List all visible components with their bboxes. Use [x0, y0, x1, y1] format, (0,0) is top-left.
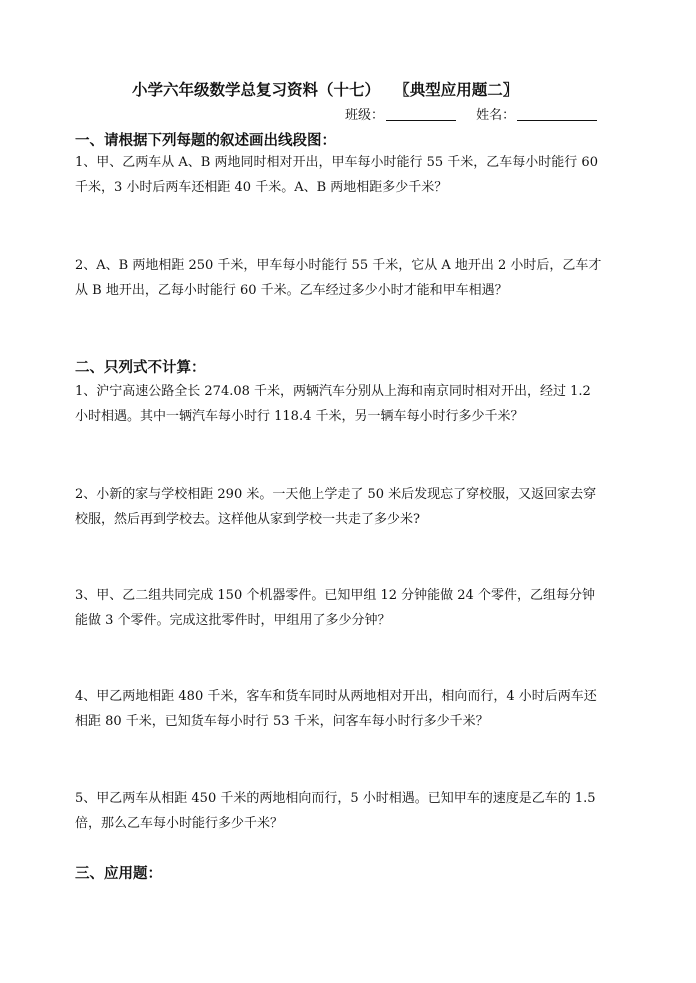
problem-line: 能做 3 个零件。完成这批零件时，甲组用了多少分钟？: [75, 613, 391, 628]
problem-line: 校服，然后再到学校去。这样他从家到学校一共走了多少米?: [75, 512, 420, 527]
problem-line: 倍，那么乙车每小时能行多少千米？: [75, 816, 284, 831]
section-2-problem-5: [75, 786, 623, 836]
name-blank[interactable]: [517, 108, 597, 121]
problem-line: 小时相遇。其中一辆汽车每小时行 118.4 千米，另一辆车每小时行多少千米？: [75, 409, 524, 424]
problem-line: 2、A、B 两地相距 250 千米，甲车每小时能行 55 千米，它从 A 地开出 2 小时后，乙车才: [75, 258, 602, 273]
student-info: [345, 104, 597, 123]
problem-line: 3、甲、乙二组共同完成 150 个机器零件。已知甲组 12 分钟能做 24 个零件，乙组每分钟: [75, 588, 595, 603]
problem-line: 相距 80 千米，已知货车每小时行 53 千米，问客车每小时行多少千米？: [75, 714, 489, 729]
title-text: 小学六年级数学总复习资料（十七）: [132, 80, 381, 99]
section-2-problem-1: [75, 379, 623, 429]
problem-line: 5、甲乙两车从相距 450 千米的两地相向而行，5 小时相遇。已知甲车的速度是乙车的 1.5: [75, 791, 596, 806]
problem-line: 2、小新的家与学校相距 290 米。一天他上学走了 50 米后发现忘了穿校服，又返回家去穿: [75, 487, 597, 502]
section-2-problem-4: [75, 684, 623, 734]
section-2-problem-3: [75, 583, 623, 633]
section-3-heading: 三、应用题：: [75, 865, 162, 882]
problem-line: 1、甲、乙两车从 A、B 两地同时相对开出，甲车每小时能行 55 千米，乙车每小时能行 60: [75, 155, 598, 170]
problem-line: 从 B 地开出，乙每小时能行 60 千米。乙车经过多少小时才能和甲车相遇？: [75, 283, 508, 298]
section-1-problem-2: [75, 253, 623, 303]
section-2-heading: 二、只列式不计算：: [75, 359, 206, 376]
name-label: 姓名：: [476, 108, 516, 123]
problem-line: 千米，3 小时后两车还相距 40 千米。A、B 两地相距多少千米？: [75, 180, 448, 195]
class-blank[interactable]: [386, 108, 456, 121]
section-1-heading: 一、请根据下列每题的叙述画出线段图：: [75, 132, 336, 149]
title-tag: 〖典型应用题二〗: [402, 80, 519, 99]
section-1-problem-1: [75, 150, 623, 200]
class-label: 班级：: [345, 108, 385, 123]
problem-line: 4、甲乙两地相距 480 千米，客车和货车同时从两地相对开出，相向而行，4 小时后两车还: [75, 689, 597, 704]
section-2-problem-2: [75, 482, 623, 532]
page-title: [132, 78, 612, 100]
problem-line: 1、沪宁高速公路全长 274.08 千米，两辆汽车分别从上海和南京同时相对开出，经过 1.2: [75, 384, 591, 399]
